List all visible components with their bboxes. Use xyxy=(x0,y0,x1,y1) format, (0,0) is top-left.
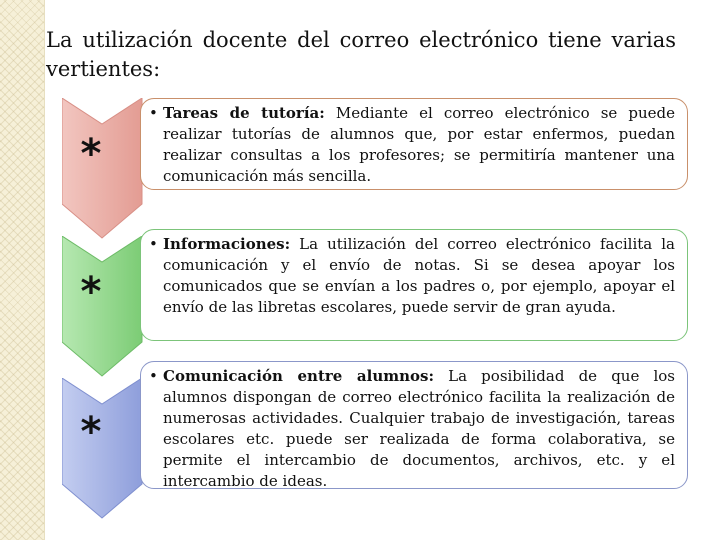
chevron-3 xyxy=(62,378,144,523)
card-text xyxy=(163,366,675,492)
bullet-icon: • xyxy=(149,104,158,122)
asterisk-marker: * xyxy=(80,269,102,315)
info-card-informaciones xyxy=(140,229,688,341)
card-body: La utilización del correo electrónico facilita la comunicación y el envío de notas. Si se desea apoyar los comunicados que se envían a los padres o, por ejemplo, apoyar el envío de las libretas escolares, puede servir de gran ayuda. xyxy=(163,235,675,316)
bullet-icon: • xyxy=(149,235,158,253)
card-text xyxy=(163,103,675,187)
card-body: La posibilidad de que los alumnos dispongan de correo electrónico facilita la realización de numerosas actividades. Cualquier trabajo de investigación, tareas escolares etc. puede ser realizada de forma colaborativa, se permite el intercambio de documentos, archivos, etc. y el intercambio de ideas. xyxy=(163,367,675,490)
card-text xyxy=(163,234,675,318)
card-heading: Comunicación entre alumnos: xyxy=(163,367,435,385)
bullet-icon: • xyxy=(149,367,158,385)
card-body: Mediante el correo electrónico se puede realizar tutorías de alumnos que, por estar enfermos, puedan realizar consultas a los profesores; se permitiría mantener una comunicación más sencilla. xyxy=(163,104,675,185)
info-card-tutoria xyxy=(140,98,688,190)
asterisk-marker: * xyxy=(80,409,102,455)
card-heading: Tareas de tutoría: xyxy=(163,104,325,122)
slide-title: La utilización docente del correo electrónico tiene varias vertientes: xyxy=(46,28,676,81)
card-heading: Informaciones: xyxy=(163,235,291,253)
decorative-side-strip xyxy=(0,0,45,540)
asterisk-marker: * xyxy=(80,131,102,177)
info-card-comunicacion xyxy=(140,361,688,489)
chevron-1 xyxy=(62,98,144,243)
chevron-2 xyxy=(62,236,144,381)
